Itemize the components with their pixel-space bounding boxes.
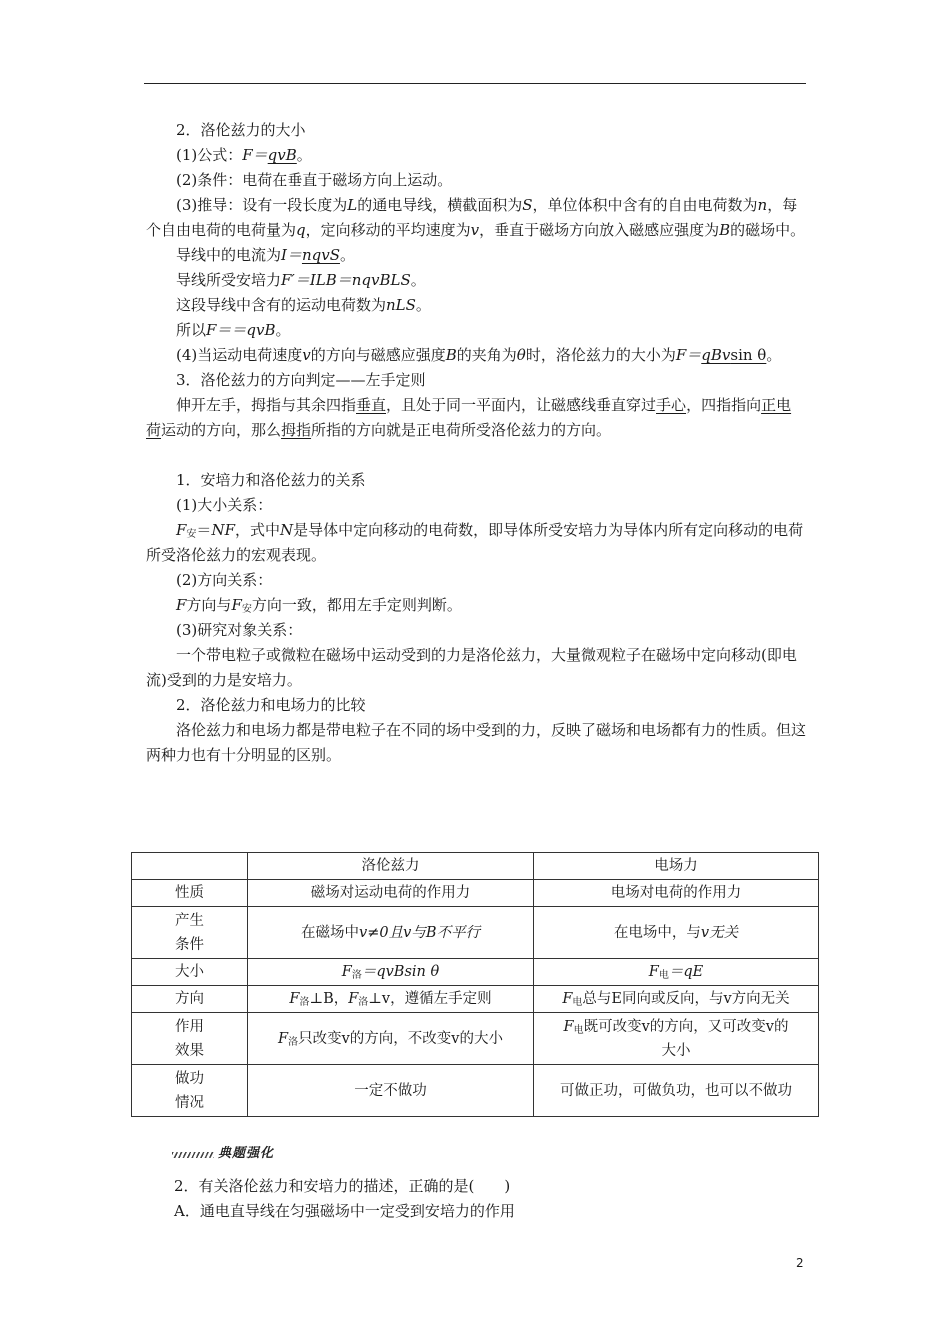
condition-line: (2)条件：电荷在垂直于磁场方向上运动。 bbox=[176, 171, 453, 189]
table-cell bbox=[534, 907, 819, 959]
text: ＝ bbox=[196, 521, 212, 539]
subscript: 电 bbox=[658, 970, 669, 981]
text: ，定向移动的平均速度为 bbox=[305, 221, 471, 239]
table-row bbox=[132, 1013, 819, 1065]
text: v≠0且 bbox=[359, 924, 404, 941]
text: ，且处于同一平面内，让磁感线垂直穿过 bbox=[386, 396, 657, 414]
underlined-answer: 拇指 bbox=[281, 421, 312, 439]
var: F′＝ILB＝nqvBLS bbox=[281, 271, 411, 289]
table-row-label bbox=[132, 907, 248, 959]
var: F bbox=[231, 596, 242, 614]
text: ＝qvBsin θ bbox=[361, 964, 440, 980]
text: F＝ bbox=[242, 146, 268, 164]
text: 导线所受安培力 bbox=[176, 271, 282, 289]
var: v bbox=[470, 221, 480, 239]
text: 。 bbox=[275, 321, 291, 339]
table-row-label bbox=[132, 1013, 248, 1065]
table-row bbox=[132, 1065, 819, 1117]
angle-paragraph bbox=[146, 343, 806, 368]
subscript: 电 bbox=[573, 1024, 584, 1036]
left-hand-rule-paragraph bbox=[146, 393, 806, 443]
var: F bbox=[176, 521, 187, 539]
text: ⊥B， bbox=[309, 991, 349, 1007]
underlined-answer: 垂直 bbox=[356, 396, 387, 414]
text: 情况 bbox=[175, 1094, 204, 1111]
text: 。 bbox=[296, 146, 312, 164]
section-heading: 1．安培力和洛伦兹力的关系 bbox=[176, 471, 366, 489]
conclusion-line bbox=[146, 318, 806, 343]
text: 作用 bbox=[175, 1018, 204, 1035]
table-header-cell: 洛伦兹力 bbox=[248, 853, 534, 880]
var: F＝＝qvB bbox=[206, 321, 276, 339]
comparison-table bbox=[131, 852, 819, 1117]
object-relation-paragraph: 一个带电粒子或微粒在磁场中运动受到的力是洛伦兹力，大量微观粒子在磁场中定向移动(即电流)受到的力是安培力。 bbox=[146, 646, 797, 689]
text: v无关 bbox=[700, 924, 739, 941]
text: 总与E同向或反向，与v方向无关 bbox=[582, 991, 790, 1007]
var: I＝ bbox=[281, 246, 302, 264]
text: ⊥v，遵循左手定则 bbox=[368, 991, 492, 1007]
text: (4)当运动电荷速度 bbox=[176, 346, 303, 364]
text: 的夹角为 bbox=[456, 346, 517, 364]
text: 是导体中定向移动的电荷数，即导体所受安培力为导体内所有定向移动的电荷所受洛伦兹力的宏观表现。 bbox=[146, 521, 804, 564]
question-stem: 2．有关洛伦兹力和安培力的描述，正确的是( ) bbox=[174, 1177, 511, 1195]
text: ，式中 bbox=[234, 521, 280, 539]
text: 条件 bbox=[175, 936, 204, 953]
page-body bbox=[146, 118, 806, 768]
var: F bbox=[176, 596, 187, 614]
var: B bbox=[445, 346, 457, 364]
var: v bbox=[302, 346, 311, 364]
subscript: 洛 bbox=[288, 1036, 299, 1048]
table-row-label: 性质 bbox=[132, 880, 248, 907]
ampere-force-line bbox=[146, 268, 806, 293]
table-header-row bbox=[132, 853, 819, 880]
text: 的磁场中。 bbox=[730, 221, 806, 239]
var: n bbox=[757, 196, 768, 214]
var: F bbox=[562, 991, 573, 1007]
charge-count-line bbox=[146, 293, 806, 318]
text: 运动的方向，那么 bbox=[161, 421, 282, 439]
underlined-answer: 手心 bbox=[656, 396, 687, 414]
table-cell bbox=[248, 986, 534, 1013]
text: 。 bbox=[766, 346, 782, 364]
table-row bbox=[132, 959, 819, 986]
table-cell bbox=[248, 907, 534, 959]
underlined-answer: nqvS bbox=[301, 246, 340, 264]
text: 方向一致，都用左手定则判断。 bbox=[251, 596, 462, 614]
underlined-answer: sin θ bbox=[730, 346, 767, 364]
var: NF bbox=[211, 521, 235, 539]
text: 大小 bbox=[661, 1042, 691, 1059]
table-cell bbox=[248, 1013, 534, 1065]
section-tag bbox=[172, 1145, 292, 1163]
underlined-answer: 正电荷 bbox=[146, 396, 792, 439]
text: 只改变v的方向，不改变v的大小 bbox=[298, 1030, 503, 1047]
direction-relation-line bbox=[146, 593, 806, 618]
subscript: 安 bbox=[241, 604, 252, 615]
sub-heading: (2)方向关系： bbox=[176, 571, 273, 589]
text: ＝qE bbox=[668, 964, 704, 980]
text: 时，洛伦兹力的大小为 bbox=[525, 346, 676, 364]
question-option-a: A．通电直导线在匀强磁场中一定受到安培力的作用 bbox=[174, 1202, 515, 1220]
section-heading: 2．洛伦兹力和电场力的比较 bbox=[176, 696, 366, 714]
sub-heading: (3)研究对象关系： bbox=[176, 621, 303, 639]
var: S bbox=[522, 196, 533, 214]
table-cell: 一定不做功 bbox=[248, 1065, 534, 1117]
text: 效果 bbox=[175, 1042, 204, 1059]
section-heading: 3．洛伦兹力的方向判定——左手定则 bbox=[176, 371, 426, 389]
table-cell: 电场对电荷的作用力 bbox=[534, 880, 819, 907]
text: 导线中的电流为 bbox=[176, 246, 282, 264]
text: 所指的方向就是正电荷所受洛伦兹力的方向。 bbox=[311, 421, 612, 439]
derivation-paragraph bbox=[146, 193, 806, 243]
table-cell: 可做正功，可做负功，也可以不做功 bbox=[534, 1065, 819, 1117]
subscript: 电 bbox=[572, 997, 583, 1008]
comparison-intro-paragraph: 洛伦兹力和电场力都是带电粒子在不同的场中受到的力，反映了磁场和电场都有力的性质。但这两种力也有十分明显的区别。 bbox=[146, 721, 807, 764]
text: 伸开左手，拇指与其余四指 bbox=[176, 396, 357, 414]
text: 做功 bbox=[175, 1070, 204, 1087]
var: F bbox=[289, 991, 300, 1007]
var: F bbox=[278, 1030, 289, 1047]
table-row bbox=[132, 907, 819, 959]
subscript: 洛 bbox=[358, 997, 369, 1008]
table-row-label: 大小 bbox=[132, 959, 248, 986]
table-row-label: 方向 bbox=[132, 986, 248, 1013]
subscript: 洛 bbox=[299, 997, 310, 1008]
table-header-cell: 电场力 bbox=[534, 853, 819, 880]
header-rule bbox=[144, 83, 806, 84]
table-cell bbox=[248, 959, 534, 986]
table-row-label bbox=[132, 1065, 248, 1117]
page-number: 2 bbox=[796, 1256, 804, 1270]
spacer bbox=[146, 443, 806, 468]
section-heading: 2．洛伦兹力的大小 bbox=[176, 121, 306, 139]
text: 这段导线中含有的运动电荷数为 bbox=[176, 296, 387, 314]
var: F bbox=[563, 1018, 574, 1035]
table-cell bbox=[534, 1013, 819, 1065]
subscript: 洛 bbox=[351, 970, 362, 981]
underlined-answer: qBv bbox=[701, 346, 731, 364]
text: ，每个自由电荷的电荷量为 bbox=[146, 196, 798, 239]
table-cell: 磁场对运动电荷的作用力 bbox=[248, 880, 534, 907]
var: q bbox=[296, 221, 306, 239]
text: B不平行 bbox=[425, 924, 480, 941]
text: 方向与 bbox=[186, 596, 232, 614]
text: (1)公式： bbox=[176, 146, 243, 164]
text: 。 bbox=[339, 246, 355, 264]
underlined-answer: qvB bbox=[267, 146, 297, 164]
hatch-decoration-icon bbox=[172, 1152, 214, 1158]
var: L bbox=[347, 196, 358, 214]
text: 在电场中，与 bbox=[613, 924, 701, 941]
text: 。 bbox=[415, 296, 431, 314]
var: F bbox=[348, 991, 359, 1007]
table-row bbox=[132, 880, 819, 907]
text: 产生 bbox=[175, 912, 204, 929]
var: F bbox=[648, 964, 659, 980]
table-row bbox=[132, 986, 819, 1013]
text: ，单位体积中含有的自由电荷数为 bbox=[532, 196, 758, 214]
formula-line bbox=[146, 143, 806, 168]
text: 在磁场中 bbox=[301, 924, 360, 941]
var: F bbox=[341, 964, 352, 980]
text: 的通电导线，横截面积为 bbox=[357, 196, 523, 214]
current-line bbox=[146, 243, 806, 268]
sub-heading: (1)大小关系： bbox=[176, 496, 273, 514]
text: 。 bbox=[410, 271, 426, 289]
text: 的方向与磁感应强度 bbox=[310, 346, 446, 364]
subscript: 安 bbox=[186, 529, 197, 540]
table-cell bbox=[534, 959, 819, 986]
text: 所以 bbox=[176, 321, 207, 339]
text: ，垂直于磁场方向放入磁感应强度为 bbox=[479, 221, 720, 239]
var: θ bbox=[516, 346, 526, 364]
var: F＝ bbox=[675, 346, 702, 364]
size-relation-paragraph bbox=[146, 518, 806, 568]
var: N bbox=[280, 521, 294, 539]
var: nLS bbox=[386, 296, 416, 314]
var: B bbox=[719, 221, 731, 239]
question-block bbox=[174, 1174, 515, 1224]
text: 既可改变v的方向，又可改变v的 bbox=[583, 1018, 789, 1035]
text: v与 bbox=[403, 924, 426, 941]
text: ，四指指向 bbox=[686, 396, 762, 414]
section-tag-label: 典题强化 bbox=[218, 1146, 275, 1161]
table-cell bbox=[132, 853, 248, 880]
text: (3)推导：设有一段长度为 bbox=[176, 196, 348, 214]
table-cell bbox=[534, 986, 819, 1013]
